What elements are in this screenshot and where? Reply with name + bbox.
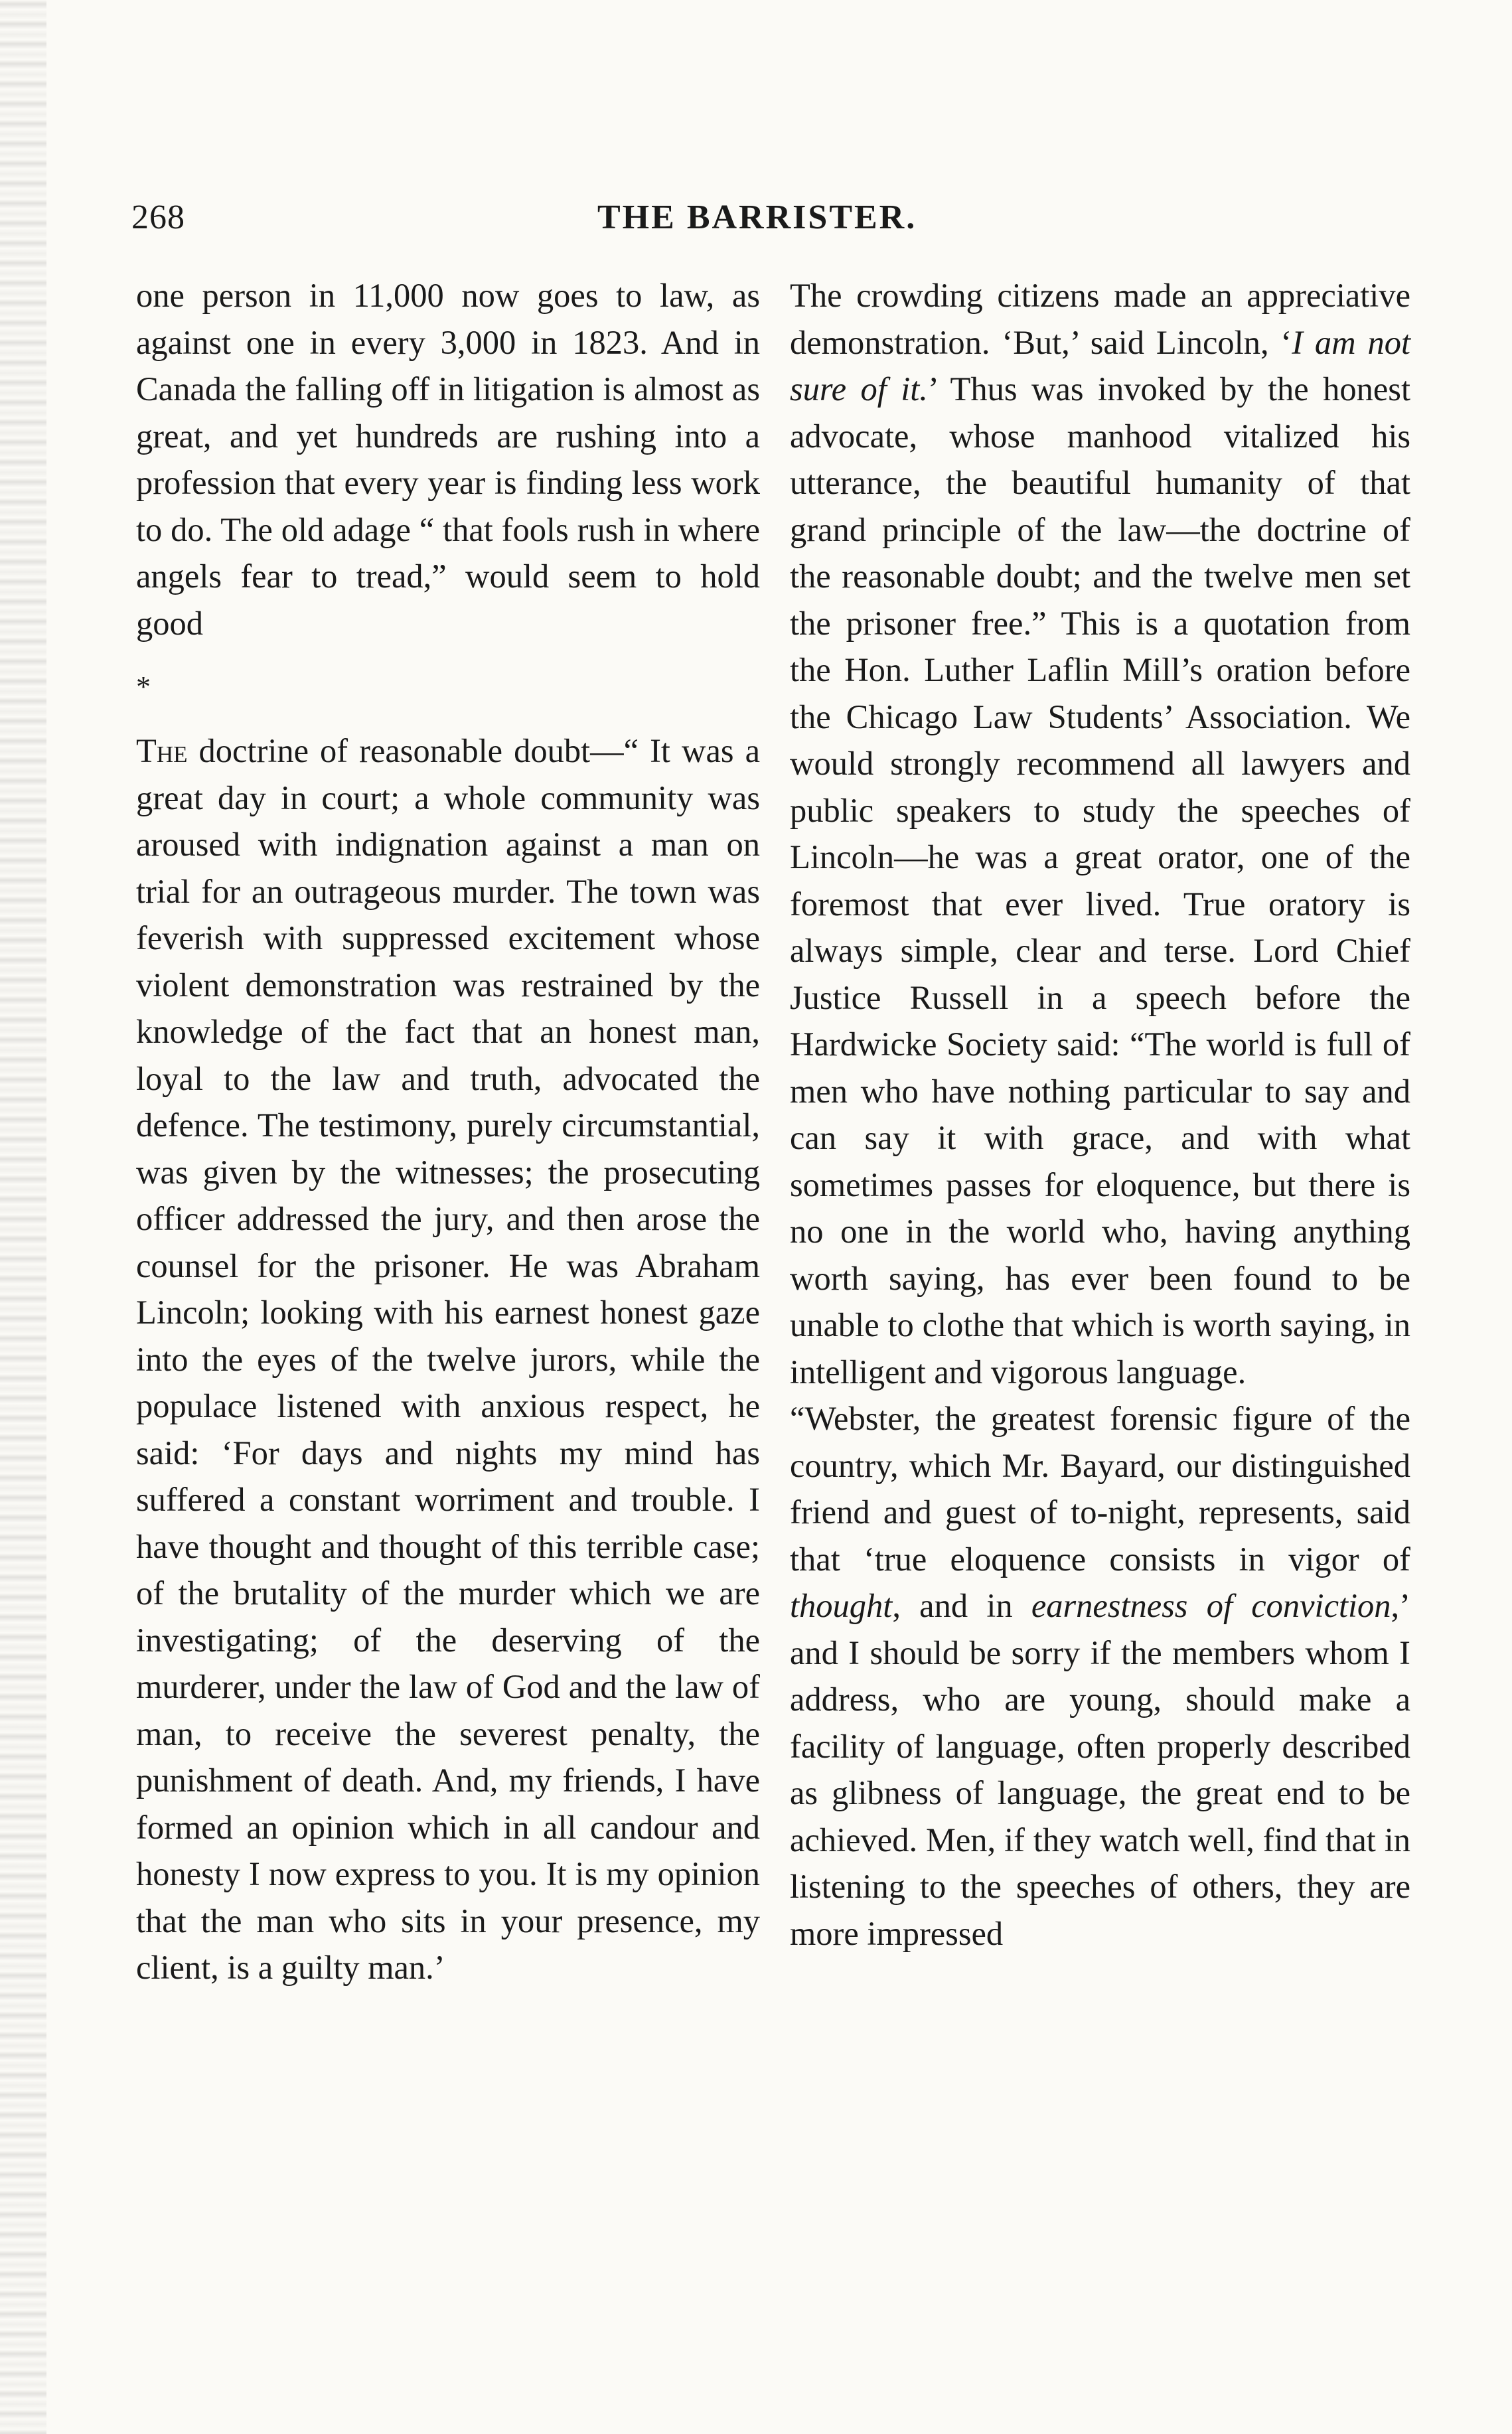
left-column — [136, 272, 760, 1991]
running-head: THE BARRISTER. — [597, 198, 917, 236]
right-paragraph-1 — [790, 272, 1410, 1395]
left-paragraph-2-text: doctrine of reasonable doubt—“ It was a great day in court; a whole community was aroused with indignation against a man on trial for an outrageous murder. The town was feverish with suppressed excitement whose violent demonstration was restrained by the knowledge of the fact that an honest man, loyal to the law and truth, advocated the defence. The testimony, purely circumstantial, was given by the witnesses; the prosecuting officer addressed the jury, and then arose the counsel for the prisoner. He was Abraham Lincoln; looking with his earnest honest gaze into the eyes of the twelve jurors, while the populace listened with anxious respect, he said: ‘For days and nights my mind has suffered a constant worriment and trouble. I have thought and thought of this terrible case; of the brutality of the murder which we are investigating; of the deserving of the murderer, under the law of God and the law of man, to receive the severest penalty, the punishment of death. And, my friends, I have formed an opinion which in all candour and honesty I now express to you. It is my opinion that the man who sits in your presence, my client, is a guilty man.’ — [136, 732, 760, 1986]
right-paragraph-1-text-b: ’ Thus was invoked by the honest advocate, whose manhood vitalized his utterance, the beautiful humanity of that grand principle of the law—the doctrine of the reasonable doubt; and the twelve men set the prisoner free.” This is a quotation from the Hon. Luther Laflin Mill’s oration before the Chicago Law Students’ Association. We would strongly recommend all lawyers and public speakers to study the speeches of Lincoln—he was a great orator, one of the foremost that ever lived. True oratory is always simple, clear and terse. Lord Chief Justice Russell in a speech before the Hardwicke Society said: “The world is full of men who have nothing particular to say and can say it with grace, and with what sometimes passes for eloquence, but there is no one in the world who, having anything worth saying, has ever been found to be unable to clothe that which is worth saying, in intelligent and vigorous language. — [790, 370, 1410, 1391]
right-column — [790, 272, 1410, 1957]
right-paragraph-2-italic-2: earnestness of conviction — [1031, 1587, 1391, 1624]
right-paragraph-2-text-c: ,’ and I should be sorry if the members whom I address, who are young, should make a facility of language, often properly described as glibness of language, the great end to be achieved. Men, if they watch well, find that in listening to the speeches of others, they are more impressed — [790, 1587, 1410, 1952]
paragraph-spacer — [136, 710, 760, 727]
right-paragraph-2-text-b: , and in — [892, 1587, 1031, 1624]
right-paragraph-2-text-a: “Webster, the greatest forensic figure of the country, which Mr. Bayard, our distinguished friend and guest of to-night, represents, said that ‘true eloquence consists in vigor of — [790, 1400, 1410, 1578]
page-number: 268 — [131, 198, 185, 236]
section-ornament: * — [136, 670, 151, 703]
paragraph-lead-word: The — [136, 732, 188, 769]
page-binding-edge — [0, 0, 46, 2434]
right-paragraph-1-italic: I am not sure of it. — [790, 323, 1410, 408]
left-paragraph-2 — [136, 727, 760, 1991]
right-paragraph-2-italic-1: thought — [790, 1587, 893, 1624]
left-paragraph-1: one person in 11,000 now goes to law, as against one in every 3,000 in 1823. And in Canada the falling off in litigation is almost as great, and yet hundreds are rushing into a profession that every year is finding less work to do. The old adage “ that fools rush in where angels fear to tread,” would seem to hold good — [136, 277, 760, 642]
right-paragraph-1-text-a: The crowding citizens made an appreciative demonstration. ‘But,’ said Lincoln, ‘ — [790, 277, 1410, 361]
right-paragraph-2 — [790, 1395, 1410, 1957]
paragraph-spacer — [136, 647, 760, 664]
